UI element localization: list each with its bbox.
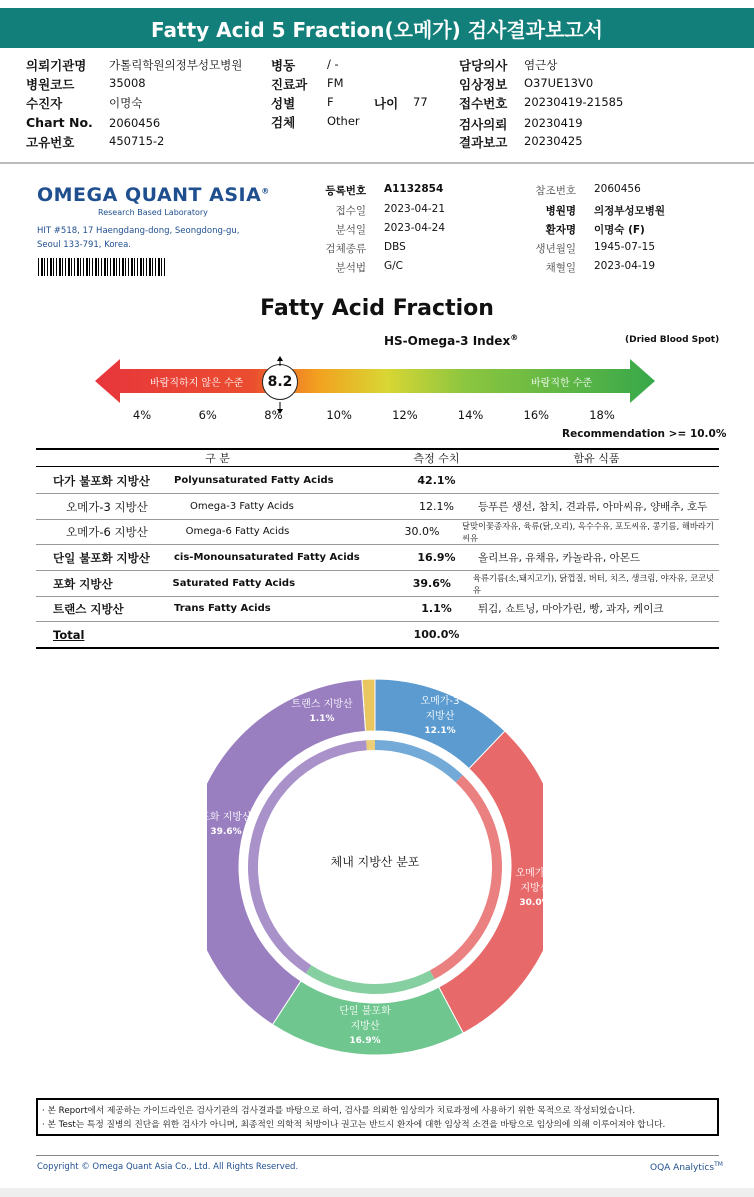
header-value: 20230425 [524,134,583,148]
slice-label-text: 오메가-3 [420,696,460,707]
row-category-en: Saturated Fatty Acids [172,578,296,589]
row-category-en: cis-Monounsaturated Fatty Acids [174,552,360,563]
header-label: 결과보고 [459,135,508,150]
row-value: 30.0% [404,525,440,538]
table-row [36,494,719,519]
total-value: 100.0% [413,628,460,641]
report-title: Fatty Acid 5 Fraction(오메가) 검사결과보고서 [0,8,754,48]
index-tick: 14% [457,408,484,422]
good-level-label: 바람직한 수준 [531,378,593,389]
lab-field-label: 환자명 [545,224,576,236]
marker-arrows [274,356,286,416]
slice-label-value: 30.0% [519,898,551,908]
index-tick: 12% [392,408,418,422]
row-category-kr: 단일 불포화 지방산 [53,550,150,565]
oqa-brand: OQA Analytics™ [650,1161,723,1173]
row-foods: 올리브유, 유채유, 카놀라유, 아몬드 [478,552,641,564]
lab-field-label: 접수일 [335,205,366,217]
row-value: 16.9% [417,551,456,564]
row-value: 1.1% [421,602,452,615]
age-label: 나이 [374,96,399,111]
header-label: 진료과 [271,77,308,92]
slice-label-text: 오메가-6 [515,868,555,879]
lab-field-value: 2023-04-24 [384,222,446,234]
row-foods: 튀김, 쇼트닝, 마아가린, 빵, 과자, 케이크 [478,603,664,615]
header-value: F [327,95,334,109]
table-total-row [36,622,719,647]
slice-label-value: 12.1% [424,726,456,736]
header-value: 20230419-21585 [524,95,624,109]
row-category-en: Trans Fatty Acids [174,603,271,614]
divider [0,162,754,164]
total-label: Total [53,627,85,642]
slice-label [400,694,480,739]
note-1: · 본 Report에서 제공하는 가이드라인은 검사기관의 검사결과를 바탕으로 하여, 검사를 의뢰한 임상의가 치료과정에 사용하기 위한 목적으로 작성되었습니다. [42,1106,636,1116]
lab-logo: OMEGA QUANT ASIA® [37,184,270,206]
inner-ring-slice [306,965,435,994]
inner-ring-slice [366,740,375,750]
copyright: Copyright © Omega Quant Asia Co., Ltd. All Rights Reserved. [37,1162,299,1172]
row-category-en: Omega-6 Fatty Acids [185,526,290,537]
header-label: 병동 [271,58,296,73]
lab-field-value: 2060456 [594,183,641,195]
row-value: 12.1% [419,500,454,513]
chart-center-title: 체내 지방산 분포 [330,855,420,869]
header-label: 담당의사 [459,58,508,73]
index-tick: 8% [264,408,283,422]
age-value: 77 [413,95,428,109]
header-value: 가톨릭학원의정부성모병원 [109,58,243,72]
slice-label-value: 16.9% [349,1036,381,1046]
row-foods: 육류기름(소,돼지고기), 닭껍질, 버터, 치즈, 생크림, 야자유, 코코넛유 [472,572,715,595]
header-value: 이명숙 [109,96,143,110]
row-value: 39.6% [412,577,451,590]
page-bottom-edge [0,1188,754,1197]
table-row [36,468,719,493]
slice-label-text: 지방산 [350,1021,380,1032]
header-label: 성별 [271,96,296,111]
table-row [36,519,719,544]
index-tick: 16% [523,408,550,422]
lab-field-label: 등록번호 [325,185,366,197]
header-label: 의뢰기관명 [26,58,87,73]
lab-field-value: DBS [384,241,406,253]
footer-rule [36,1155,719,1156]
lab-field-value: 의정부성모병원 [594,205,666,217]
slice-label [325,1004,405,1049]
lab-field-value: 2023-04-21 [384,203,446,215]
slice-label-text: 단일 불포화 [339,1006,391,1017]
table-header-rule [36,466,719,467]
row-category-kr: 오메가-3 지방산 [66,499,148,514]
slice-label [495,866,575,911]
table-row [36,571,719,596]
lab-field-value: 2023-04-19 [594,260,656,272]
lab-address-1: HIT #518, 17 Haengdang-dong, Seongdong-gu, [37,226,240,236]
header-value: / - [327,57,339,71]
fraction-title: Fatty Acid Fraction [260,296,494,321]
table-row [36,545,719,570]
header-label: Chart No. [26,115,93,130]
table-row [36,596,719,621]
index-title: HS-Omega-3 Index® [384,333,519,348]
lab-field-label: 참조번호 [535,185,576,197]
row-category-en: Polyunsaturated Fatty Acids [174,475,334,486]
slice-label-text: 포화 지방산 [200,812,252,823]
index-tick: 6% [198,408,217,422]
col-foods: 함유 식품 [573,452,620,465]
slice-label-value: 39.6% [210,827,242,837]
header-value: 20230419 [524,116,583,130]
col-category: 구 분 [205,452,230,465]
lab-field-value: 1945-07-15 [594,241,656,253]
lab-field-label: 분석일 [335,224,366,236]
lab-field-label: 생년월일 [535,243,576,255]
row-category-kr: 오메가-6 지방산 [66,524,148,539]
header-label: 임상정보 [459,77,508,92]
header-label: 수진자 [26,96,63,111]
row-category-kr: 포화 지방산 [53,576,113,591]
index-tick: 18% [589,408,615,422]
lab-address-2: Seoul 133-791, Korea. [37,240,131,250]
header-label: 검사의뢰 [459,117,508,132]
index-tick: 10% [326,408,352,422]
row-category-kr: 트랜스 지방산 [53,601,124,616]
slice-label-text: 트랜스 지방산 [291,699,353,710]
header-value: 450715-2 [109,134,165,148]
header-value: 염근상 [524,58,558,72]
lab-field-label: 검체종류 [325,243,366,255]
row-value: 42.1% [417,474,456,487]
lab-field-value: 이명숙 (F) [594,224,645,236]
slice-label-text: 지방산 [425,711,455,722]
row-category-en: Omega-3 Fatty Acids [190,501,294,512]
slice-label-text: 지방산 [520,883,550,894]
index-value: 8.2 [267,374,293,390]
slice-label [282,697,362,727]
header-value: FM [327,76,344,90]
header-value: 35008 [109,76,146,90]
note-2: · 본 Test는 특정 질병의 진단을 위한 검사가 아니며, 최종적인 의학적 처방이나 권고는 반드시 환자에 대한 임상적 소견을 바탕으로 임상의에 의해 이루어져야 합니다. [42,1120,666,1130]
table-bottom-rule [36,647,719,649]
slice-label-value: 1.1% [309,714,335,724]
header-label: 접수번호 [459,96,508,111]
index-note: (Dried Blood Spot) [625,335,720,345]
table-header [36,450,719,466]
row-foods: 등푸른 생선, 참치, 견과류, 아마씨유, 양배추, 호두 [478,501,708,513]
lab-field-label: 병원명 [545,205,576,217]
header-value: 2060456 [109,116,161,130]
header-value: O37UE13V0 [524,76,594,90]
header-label: 병원코드 [26,77,75,92]
disclaimer-box [36,1098,719,1136]
index-tick: 4% [132,408,152,422]
lab-field-value: A1132854 [384,183,444,195]
lab-field-label: 분석법 [335,262,366,274]
bad-level-label: 바람직하지 않은 수준 [150,378,244,389]
row-foods: 달맞이꽃종자유, 육류(닭,오리), 옥수수유, 포도씨유, 콩기름, 해바라기씨유 [462,520,714,543]
lab-tagline: Research Based Laboratory [98,208,208,217]
lab-logo-text: OMEGA QUANT ASIA [37,184,262,206]
header-value: Other [327,114,360,128]
lab-field-label: 채혈일 [545,262,576,274]
row-category-kr: 다가 불포화 지방산 [53,473,150,488]
header-label: 검체 [271,115,296,130]
lab-field-value: G/C [384,260,404,272]
recommendation: Recommendation >= 10.0% [562,428,727,440]
col-value: 측정 수치 [413,452,460,465]
barcode [38,258,166,276]
header-label: 고유번호 [26,135,75,150]
slice-label [186,810,266,840]
